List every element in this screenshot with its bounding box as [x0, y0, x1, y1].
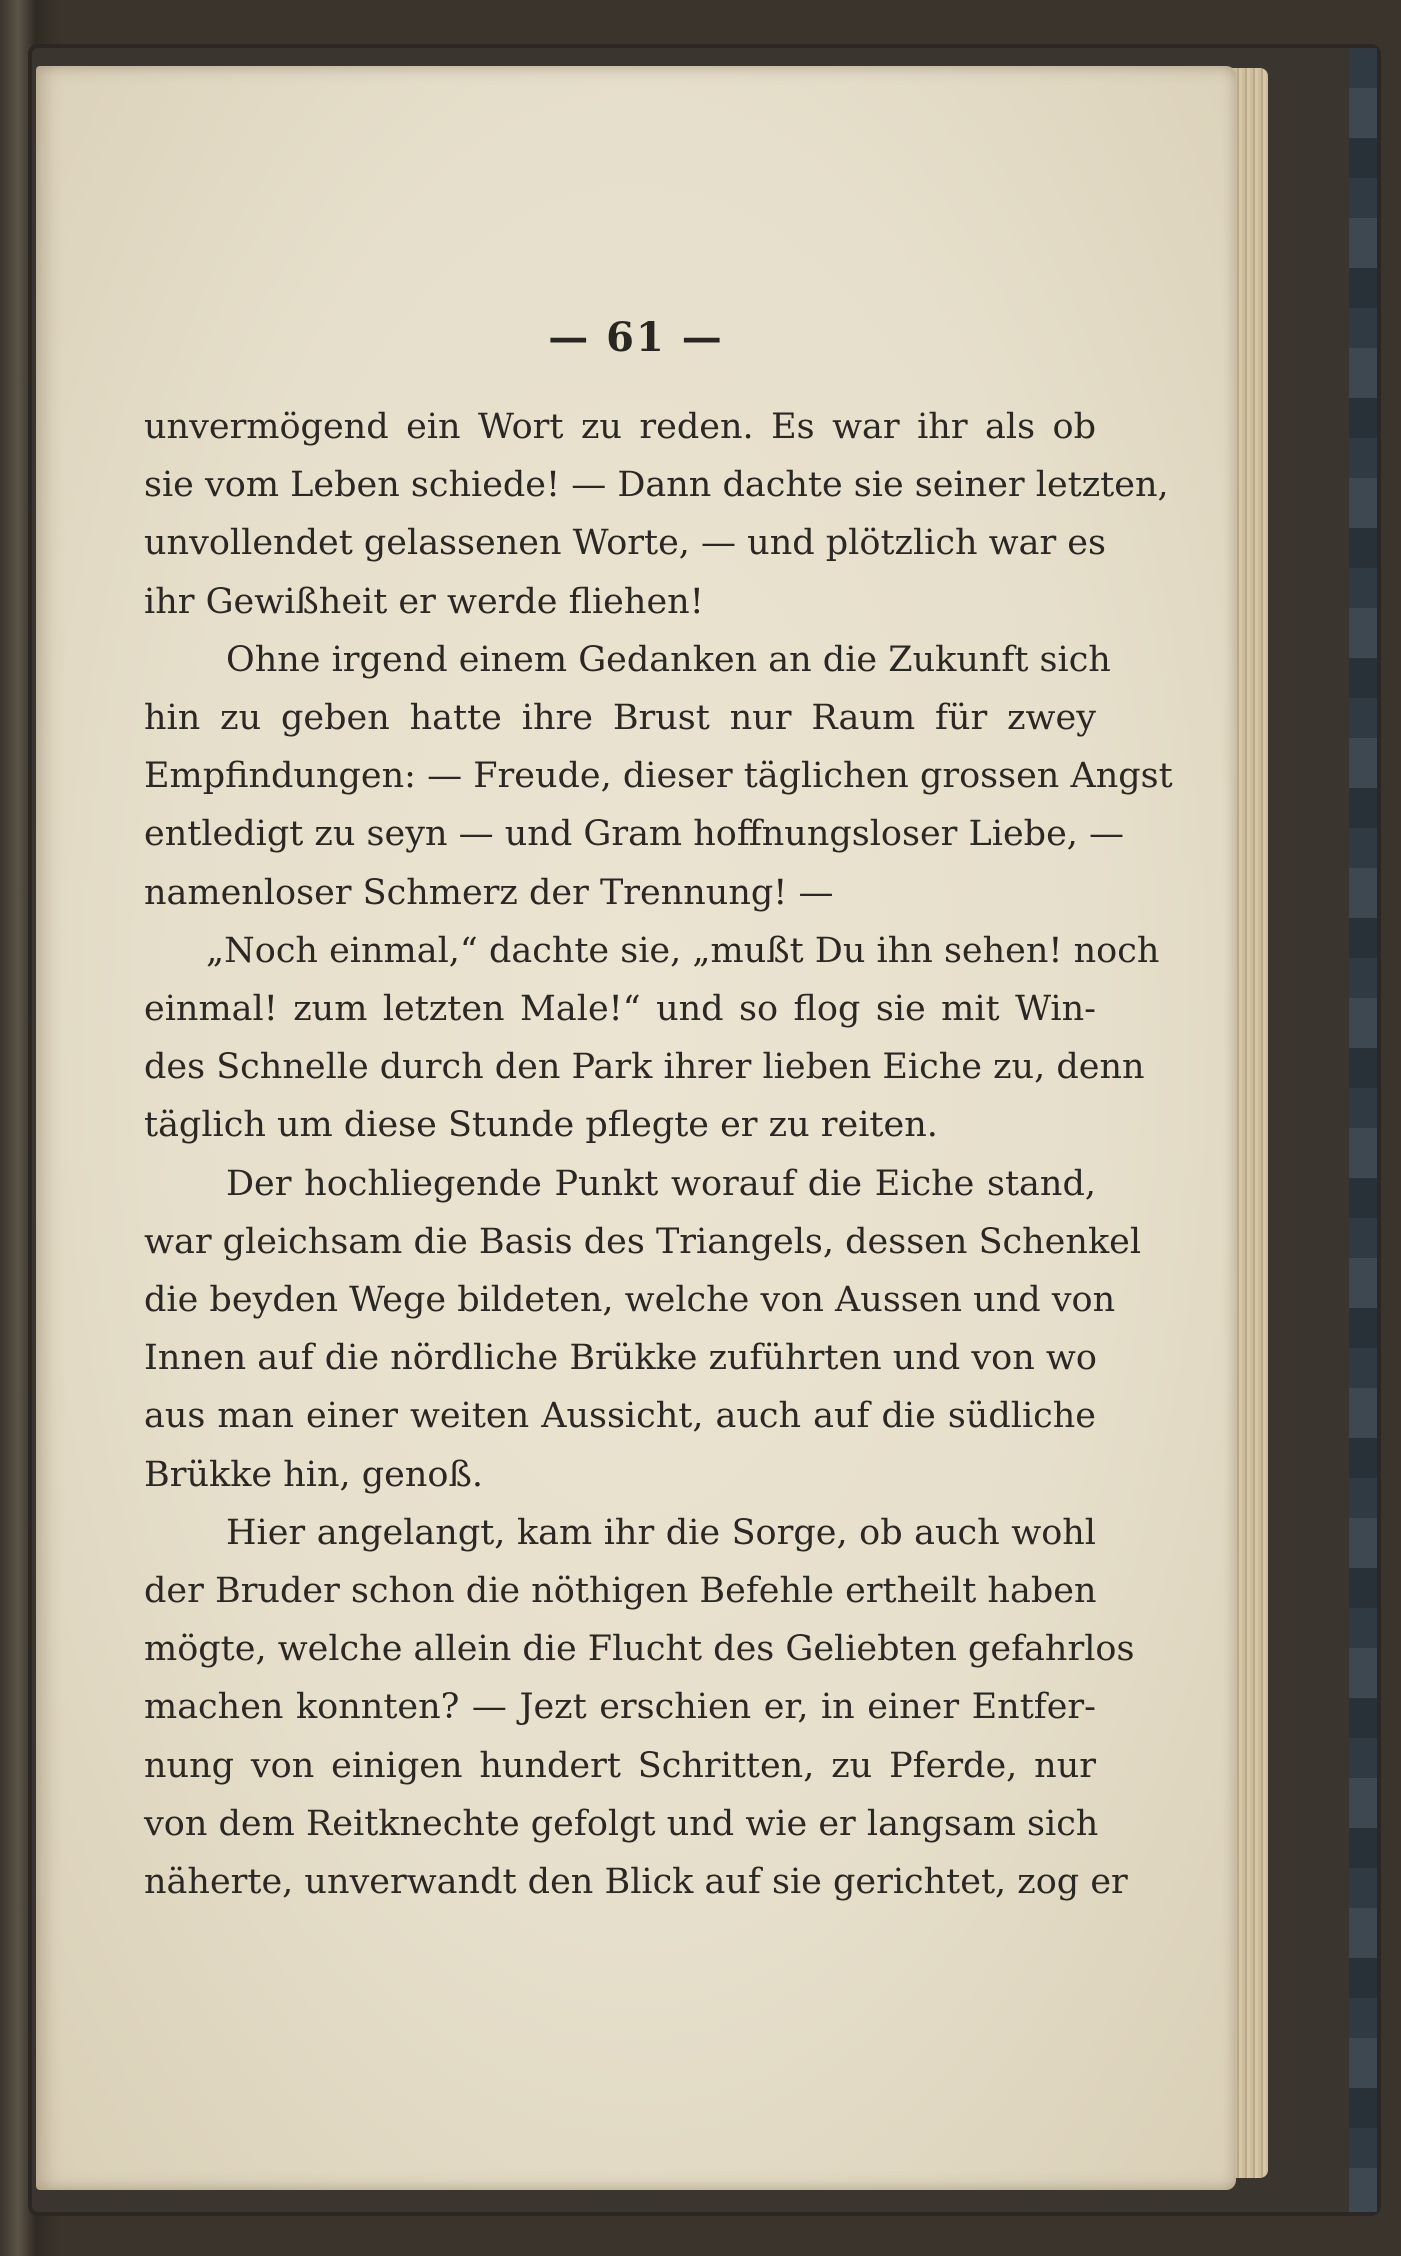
text-line: entledigt zu seyn — und Gram hoffnungsloser Liebe, — [144, 814, 1125, 855]
text-line: die beyden Wege bildeten, welche von Aussen und von [144, 1280, 1116, 1321]
body-text [144, 398, 1173, 1911]
text-line: hin zu geben hatte ihre Brust nur Raum für zwey [144, 698, 1096, 739]
text-line: Hier angelangt, kam ihr die Sorge, ob auch wohl [226, 1512, 1096, 1553]
text-line: nung von einigen hundert Schritten, zu Pferde, nur [144, 1745, 1096, 1786]
text-line: „Noch einmal,“ dachte sie, „mußt Du ihn sehen! noch [206, 930, 1160, 971]
text-line: einmal! zum letzten Male!“ und so flog sie mit Win- [144, 989, 1096, 1030]
text-line: Brükke hin, genoß. [144, 1454, 484, 1495]
text-line: namenloser Schmerz der Trennung! — [144, 872, 834, 913]
text-line: Innen auf die nördliche Brükke zuführten und von wo [144, 1338, 1097, 1379]
text-line: machen konnten? — Jezt erschien er, in einer Entfer- [144, 1687, 1096, 1728]
text-line: des Schnelle durch den Park ihrer lieben Eiche zu, denn [144, 1047, 1145, 1088]
text-line: aus man einer weiten Aussicht, auch auf die südliche [144, 1396, 1096, 1437]
page-number: — 61 — [548, 314, 724, 361]
text-line: täglich um diese Stunde pflegte er zu reiten. [144, 1105, 938, 1146]
text-line: unvollendet gelassenen Worte, — und plötzlich war es [144, 523, 1106, 564]
text-line: unvermögend ein Wort zu reden. Es war ihr als ob [144, 407, 1096, 447]
text-line: sie vom Leben schiede! — Dann dachte sie seiner letzten, [144, 465, 1169, 506]
cover-edge [1349, 48, 1377, 2212]
text-line: der Bruder schon die nöthigen Befehle ertheilt haben [144, 1571, 1097, 1612]
text-line: mögte, welche allein die Flucht des Geliebten gefahrlos [144, 1629, 1135, 1670]
text-line: Der hochliegende Punkt worauf die Eiche stand, [226, 1163, 1096, 1204]
text-line: ihr Gewißheit er werde fliehen! [144, 581, 704, 622]
text-line: von dem Reitknechte gefolgt und wie er langsam sich [144, 1803, 1099, 1844]
book-page [36, 66, 1236, 2190]
text-line: war gleichsam die Basis des Triangels, dessen Schenkel [144, 1221, 1142, 1262]
text-line: Ohne irgend einem Gedanken an die Zukunft sich [226, 639, 1111, 680]
text-line: näherte, unverwandt den Blick auf sie gerichtet, zog er [144, 1862, 1128, 1903]
text-line: Empfindungen: — Freude, dieser täglichen grossen Angst [144, 756, 1173, 797]
